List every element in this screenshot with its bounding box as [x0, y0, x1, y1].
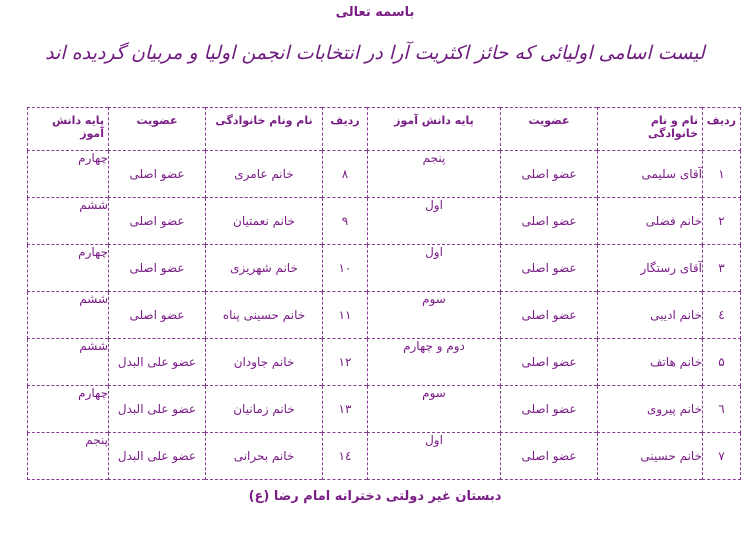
membership-2-cell: عضو اصلی [109, 292, 206, 339]
member-name-2-cell: خانم زمانیان [206, 386, 323, 433]
member-name-2-cell: خانم حسینی پناه [206, 292, 323, 339]
membership-2-cell: عضو اصلی [109, 198, 206, 245]
member-name-cell: آقای سلیمی [598, 151, 703, 198]
membership-cell: عضو اصلی [501, 292, 598, 339]
student-grade-2-cell: ششم [28, 292, 109, 339]
membership-cell: عضو اصلی [501, 198, 598, 245]
column-header-row-number-2: ردیف [323, 108, 368, 151]
member-name-2-cell: خانم نعمتیان [206, 198, 323, 245]
membership-2-cell: عضو اصلی [109, 151, 206, 198]
member-name-cell: خانم فضلی [598, 198, 703, 245]
row-number-2-cell: ۱۳ [323, 386, 368, 433]
student-grade-cell: اول [368, 245, 501, 292]
column-header-name: نام و نام خانوادگی [598, 108, 703, 151]
row-number-cell: ۱ [703, 151, 741, 198]
member-name-cell: خانم ادیبی [598, 292, 703, 339]
membership-cell: عضو اصلی [501, 386, 598, 433]
table-row [28, 292, 741, 339]
student-grade-2-cell: چهارم [28, 151, 109, 198]
student-grade-2-cell: پنجم [28, 433, 109, 480]
table-row [28, 339, 741, 386]
column-header-grade-2: پایه دانش آموز [28, 108, 109, 151]
column-header-row-number: ردیف [703, 108, 741, 151]
row-number-2-cell: ۱۱ [323, 292, 368, 339]
student-grade-cell: پنجم [368, 151, 501, 198]
row-number-cell: ٦ [703, 386, 741, 433]
membership-2-cell: عضو علی البدل [109, 386, 206, 433]
row-number-2-cell: ۱۲ [323, 339, 368, 386]
row-number-2-cell: ۹ [323, 198, 368, 245]
row-number-cell: ٤ [703, 292, 741, 339]
table-header-row [28, 108, 741, 151]
member-name-cell: خانم حسینی [598, 433, 703, 480]
column-header-membership-2: عضویت [109, 108, 206, 151]
column-header-name-2: نام ونام خانوادگی [206, 108, 323, 151]
membership-cell: عضو اصلی [501, 433, 598, 480]
membership-cell: عضو اصلی [501, 245, 598, 292]
member-name-cell: آقای رستگار [598, 245, 703, 292]
student-grade-cell: سوم [368, 386, 501, 433]
student-grade-cell: اول [368, 198, 501, 245]
row-number-cell: ۳ [703, 245, 741, 292]
row-number-2-cell: ۱٤ [323, 433, 368, 480]
student-grade-2-cell: ششم [28, 339, 109, 386]
membership-2-cell: عضو علی البدل [109, 433, 206, 480]
membership-cell: عضو اصلی [501, 151, 598, 198]
membership-2-cell: عضو اصلی [109, 245, 206, 292]
student-grade-cell: سوم [368, 292, 501, 339]
members-table [27, 107, 741, 480]
school-name-footer: دبستان غیر دولتی دخترانه امام رضا (ع) [248, 489, 502, 504]
student-grade-cell: دوم و چهارم [368, 339, 501, 386]
member-name-cell: خانم پیروی [598, 386, 703, 433]
member-name-2-cell: خانم بحرانی [206, 433, 323, 480]
member-name-2-cell: خانم عامری [206, 151, 323, 198]
document-heading: باسمه تعالی [335, 5, 415, 20]
membership-cell: عضو اصلی [501, 339, 598, 386]
row-number-cell: ۷ [703, 433, 741, 480]
row-number-2-cell: ۱۰ [323, 245, 368, 292]
table-row [28, 245, 741, 292]
membership-2-cell: عضو علی البدل [109, 339, 206, 386]
column-header-membership: عضویت [501, 108, 598, 151]
document-subtitle: لیست اسامی اولیائی که حائز اکثریت آرا در انتخابات انجمن اولیا و مربیان گردیده اند [45, 42, 705, 64]
row-number-cell: ۲ [703, 198, 741, 245]
table-row [28, 433, 741, 480]
student-grade-cell: اول [368, 433, 501, 480]
column-header-grade: پایه دانش آموز [368, 108, 501, 151]
table-row [28, 151, 741, 198]
member-name-2-cell: خانم شهریزی [206, 245, 323, 292]
member-name-2-cell: خانم جاودان [206, 339, 323, 386]
student-grade-2-cell: چهارم [28, 386, 109, 433]
row-number-cell: ۵ [703, 339, 741, 386]
member-name-cell: خانم هاتف [598, 339, 703, 386]
row-number-2-cell: ۸ [323, 151, 368, 198]
student-grade-2-cell: ششم [28, 198, 109, 245]
table-row [28, 198, 741, 245]
student-grade-2-cell: چهارم [28, 245, 109, 292]
table-row [28, 386, 741, 433]
